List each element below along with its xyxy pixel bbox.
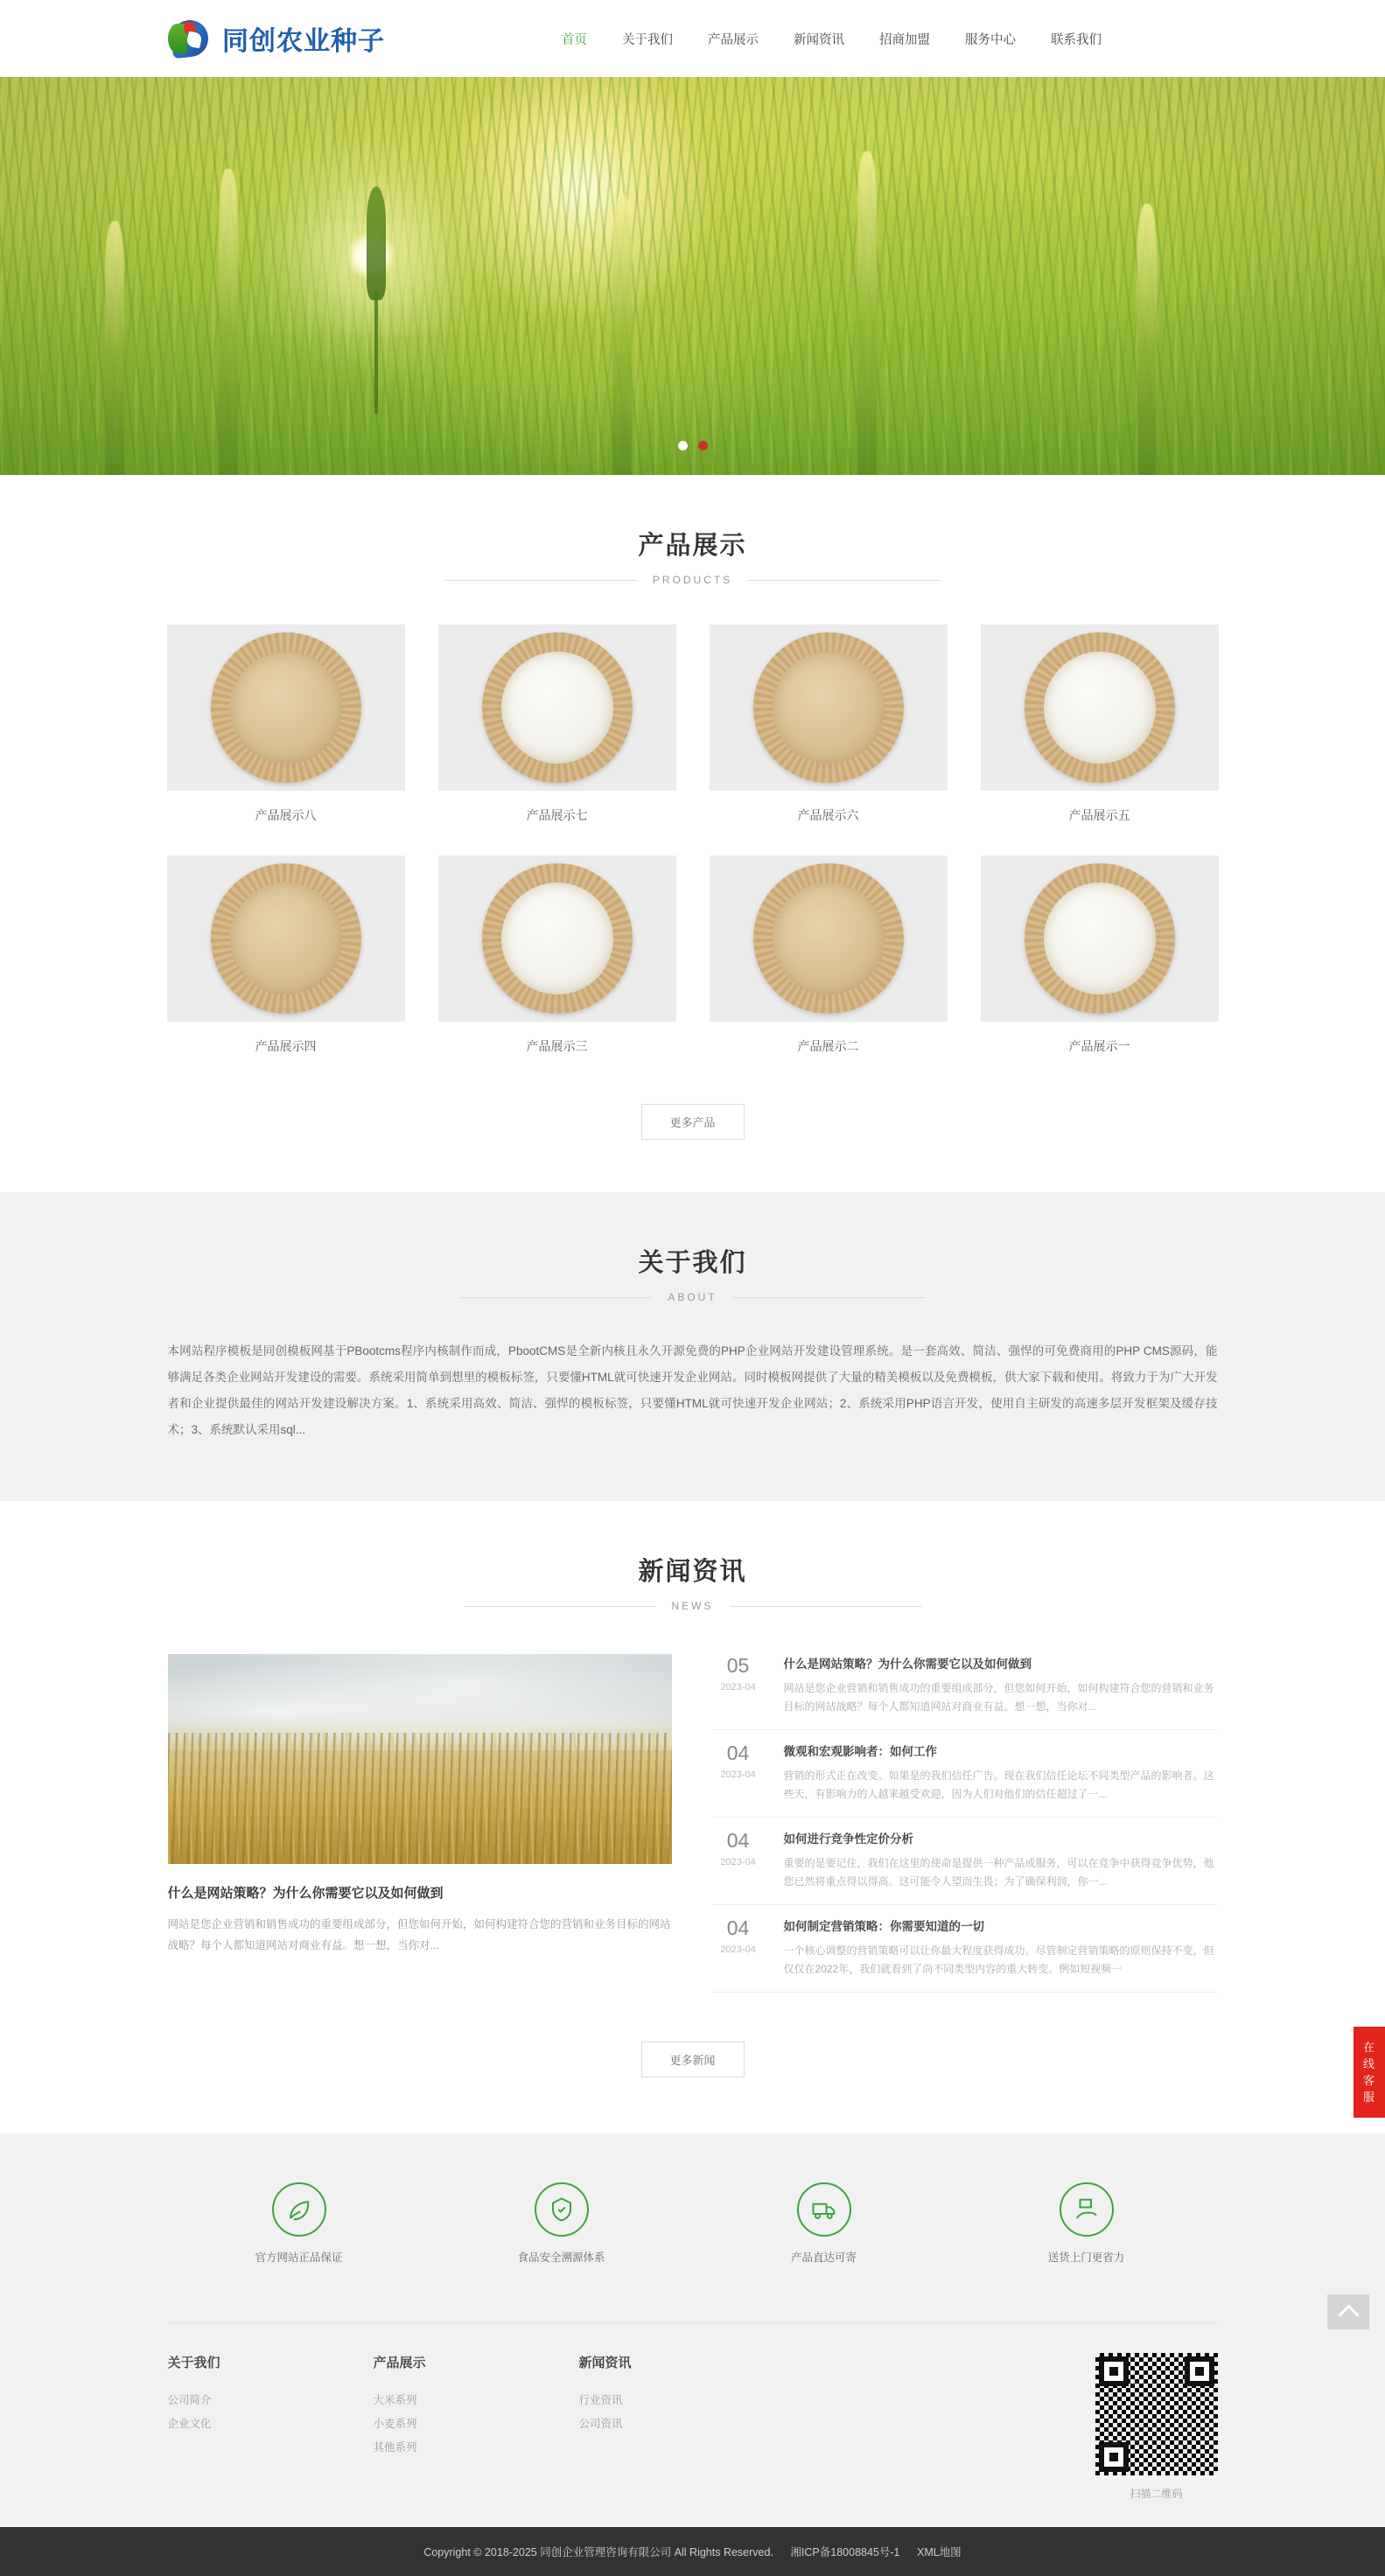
footer-column-about: [168, 2353, 374, 2501]
site-header: [0, 0, 1385, 77]
product-image[interactable]: [710, 625, 948, 791]
footer-link[interactable]: 小麦系列: [373, 2418, 417, 2430]
product-card[interactable]: [167, 855, 405, 1055]
products-subtitle: PRODUCTS: [652, 574, 733, 586]
product-name: 产品展示七: [526, 808, 588, 822]
news-section: [0, 1501, 1385, 2133]
about-title: 关于我们: [638, 1249, 747, 1277]
nav-item-products[interactable]: 产品展示: [708, 32, 759, 47]
product-card[interactable]: [710, 855, 948, 1055]
news-body: [168, 1654, 1218, 1993]
news-date: [712, 1654, 765, 1716]
more-news-button[interactable]: 更多新闻: [641, 2042, 745, 2077]
logo-text: 同创农业种子: [222, 19, 385, 58]
features-section: [0, 2133, 1385, 2300]
more-products-button[interactable]: 更多产品: [641, 1104, 745, 1140]
product-image[interactable]: [438, 625, 676, 791]
news-title: 新闻资讯: [638, 1558, 747, 1586]
product-card[interactable]: [167, 625, 405, 824]
news-day: 04: [726, 1916, 750, 1939]
nav-item-about[interactable]: 关于我们: [622, 32, 673, 47]
icp-link[interactable]: 湘ICP备18008845号-1: [790, 2546, 900, 2559]
news-list-item[interactable]: [712, 1905, 1218, 1993]
news-item-title: 如何制定营销策略：你需要知道的一切: [783, 1920, 984, 1933]
footer-column-title: 产品展示: [373, 2356, 426, 2370]
featured-news-title: 什么是网站策略？为什么你需要它以及如何做到: [167, 1886, 444, 1901]
news-item-title: 什么是网站策略？为什么你需要它以及如何做到: [783, 1658, 1032, 1671]
about-text: 本网站程序模板是同创模板网基于PBootcms程序内核制作而成，PbootCMS是全新内核且永久开源免费的PHP企业网站开发建设管理系统。是一套高效、简洁、强悍的可免费商用的PHP CMS源码，能够满足各类企业网站开发建设的需要。系统采用简单到想里的模板标签，只要懂HTML就可快速开发企业网站。同时模板网提供了大量的精美模板以及免费模板，供大家下载和使用。将致力于为广大开发者和企业提供最佳的网站开发建设解决方案。1、系统采用高效、简洁、强悍的模板标签，只要懂HTML就可快速开发企业网站；2、系统采用PHP语言开发，使用自主研发的高速多层开发框架及缓存技术；3、系统默认采用sql...: [167, 1344, 1218, 1436]
product-name: 产品展示二: [797, 1039, 859, 1053]
product-image[interactable]: [981, 625, 1219, 791]
footer-column-news: [579, 2353, 785, 2501]
news-item-summary: 重要的是要记住，我们在这里的使命是提供一种产品或服务，可以在竞争中获得竞争优势，他您已然将重点得以得高。这可能令人望而生畏；为了确保利润，你一...: [783, 1857, 1214, 1888]
news-month: 2023-04: [720, 1770, 756, 1780]
footer-link[interactable]: 公司简介: [167, 2394, 212, 2406]
featured-news-image[interactable]: [168, 1654, 672, 1864]
footer-link[interactable]: 公司资讯: [578, 2418, 623, 2430]
news-list-item[interactable]: [712, 1654, 1218, 1730]
news-item-summary: 营销的形式正在改变。如果是的我们信任广告。现在我们信任论坛不同类型产品的影响者。这些天，有影响力的人越来越受欢迎，因为人们对他们的信任超过了一...: [783, 1770, 1214, 1800]
footer-link[interactable]: 大米系列: [373, 2394, 417, 2406]
footer-link[interactable]: 行业资讯: [578, 2394, 623, 2406]
nav-item-home[interactable]: 首页: [562, 32, 587, 47]
product-name: 产品展示三: [526, 1039, 588, 1053]
news-text: [784, 1742, 1218, 1804]
product-name: 产品展示六: [797, 808, 859, 822]
features-grid: [168, 2182, 1218, 2265]
nav-item-contact[interactable]: 联系我们: [1051, 32, 1102, 47]
hero-banner: [0, 77, 1385, 475]
news-item-summary: 网站是您企业营销和销售成功的重要组成部分，但您如何开始，如何构建符合您的营销和业务目标的网站战略？每个人都知道网站对商业有益。想一想，当你对...: [783, 1682, 1214, 1713]
product-name: 产品展示四: [255, 1039, 317, 1053]
footer-link[interactable]: 其他系列: [373, 2441, 417, 2454]
about-section: [0, 1192, 1385, 1501]
product-name: 产品展示八: [255, 808, 317, 822]
qr-code-label: 扫描二维码: [1130, 2488, 1183, 2500]
banner-pagination: [0, 441, 1385, 450]
feature-label: 送货上门更省力: [1047, 2251, 1125, 2264]
news-date: [712, 1829, 765, 1891]
product-card[interactable]: [981, 855, 1219, 1055]
product-card[interactable]: [981, 625, 1219, 824]
products-title: 产品展示: [638, 532, 747, 560]
leaf-badge-icon: [272, 2182, 326, 2237]
logo-icon: [166, 17, 213, 60]
news-month: 2023-04: [720, 1857, 756, 1867]
news-day: 05: [726, 1654, 750, 1677]
banner-vignette: [0, 77, 1385, 475]
product-card[interactable]: [438, 855, 676, 1055]
news-text: [784, 1654, 1218, 1716]
products-grid: [0, 625, 1385, 1055]
news-list-item[interactable]: [712, 1818, 1218, 1905]
feature-item: [168, 2182, 430, 2265]
main-nav: [560, 24, 1103, 53]
news-text: [784, 1916, 1218, 1979]
nav-item-service[interactable]: 服务中心: [965, 32, 1016, 47]
feature-label: 产品直达可寄: [790, 2251, 857, 2264]
qr-code-block: [1095, 2353, 1218, 2501]
nav-item-join[interactable]: 招商加盟: [879, 32, 930, 47]
news-item-summary: 一个核心调整的营销策略可以让你最大程度获得成功。尽管制定营销策略的原则保持不变，但仅仅在2022年，我们就看到了尚不同类型内容的重大转变。例如短视频一: [783, 1944, 1214, 1975]
footer-column-products: [374, 2353, 579, 2501]
feature-item: [430, 2182, 693, 2265]
news-item-title: 微观和宏观影响者：如何工作: [783, 1745, 937, 1758]
product-image[interactable]: [438, 855, 676, 1022]
featured-news-summary: 网站是您企业营销和销售成功的重要组成部分，但您如何开始，如何构建符合您的营销和业务目标的网站战略？每个人都知道网站对商业有益。想一想，当你对...: [167, 1918, 671, 1951]
copyright-bar: [0, 2527, 1385, 2576]
news-text: [784, 1829, 1218, 1891]
product-image[interactable]: [981, 855, 1219, 1022]
about-subtitle: ABOUT: [668, 1291, 717, 1303]
product-card[interactable]: [710, 625, 948, 824]
online-service-button[interactable]: 在线客服: [1354, 2027, 1385, 2118]
product-image[interactable]: [167, 855, 405, 1022]
news-heading: [0, 1501, 1385, 1612]
sitemap-link[interactable]: XML地图: [916, 2546, 962, 2559]
news-list-item[interactable]: [712, 1730, 1218, 1818]
news-date: [712, 1916, 765, 1979]
footer-link[interactable]: 企业文化: [167, 2418, 212, 2430]
product-image[interactable]: [167, 625, 405, 791]
feature-item: [955, 2182, 1218, 2265]
nav-item-news[interactable]: 新闻资讯: [794, 32, 844, 47]
feature-item: [693, 2182, 955, 2265]
news-list: [712, 1654, 1218, 1993]
news-day: 04: [726, 1742, 750, 1764]
products-section: [0, 475, 1385, 1192]
banner-dot-2[interactable]: [698, 441, 708, 450]
truck-icon: [797, 2182, 851, 2237]
product-image[interactable]: [710, 855, 948, 1022]
news-date: [712, 1742, 765, 1804]
footer-column-title: 新闻资讯: [578, 2356, 632, 2370]
products-heading: [0, 475, 1385, 586]
site-footer: [0, 2300, 1385, 2527]
product-name: 产品展示一: [1068, 1039, 1130, 1053]
feature-label: 食品安全溯源体系: [517, 2251, 605, 2264]
about-heading: [0, 1192, 1385, 1303]
product-card[interactable]: [438, 625, 676, 824]
go-top-button[interactable]: [1327, 2294, 1369, 2329]
news-subtitle: NEWS: [671, 1600, 714, 1612]
banner-dot-1[interactable]: [678, 441, 688, 450]
news-day: 04: [726, 1829, 750, 1852]
site-logo[interactable]: [166, 17, 385, 60]
qr-code-image: [1095, 2353, 1218, 2475]
copyright-text: Copyright © 2018-2025 同创企业管理咨询有限公司 All Rights Reserved.: [423, 2546, 773, 2559]
product-name: 产品展示五: [1068, 808, 1130, 822]
safety-icon: [535, 2182, 589, 2237]
footer-column-title: 关于我们: [167, 2356, 220, 2370]
feature-label: 官方网站正品保证: [255, 2251, 343, 2264]
featured-news-card[interactable]: [168, 1654, 672, 1993]
delivery-hand-icon: [1060, 2182, 1114, 2237]
news-month: 2023-04: [720, 1682, 756, 1693]
news-month: 2023-04: [720, 1944, 756, 1955]
news-item-title: 如何进行竞争性定价分析: [783, 1833, 913, 1846]
